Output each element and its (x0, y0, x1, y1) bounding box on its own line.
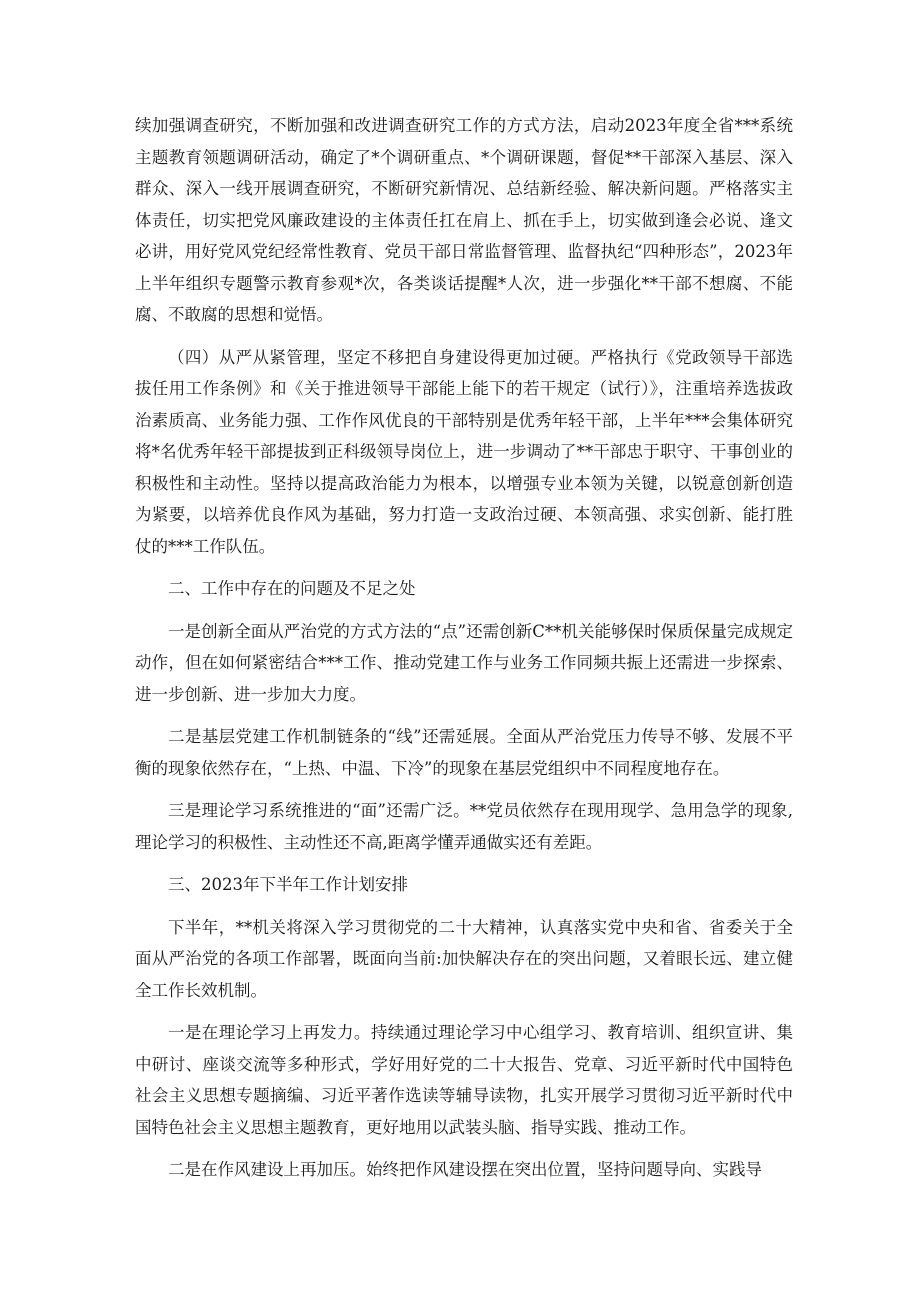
paragraph-gap (0, 1143, 920, 1154)
paragraph-plan-intro: 下半年，**机关将深入学习贯彻党的二十大精神，认真落实党中央和省、省委关于全面从严治党的各项工作部署，既面向当前:加快解决存在的突出问题，又着眼长远、建立健全工作长效机制。 (135, 917, 793, 1000)
paragraph-plan-two: 二是在作风建设上再加压。始终把作风建设摆在突出位置，坚持问题导向、实践导 (168, 1160, 762, 1179)
section-heading-problems: 二、工作中存在的问题及不足之处 (168, 579, 416, 598)
section-heading-plan: 三、2023年下半年工作计划安排 (168, 875, 408, 894)
paragraph-gap (0, 605, 920, 616)
paragraph-gap (0, 784, 920, 795)
paragraph-continuation: 续加强调查研究，不断加强和改进调查研究工作的方式方法，启动2023年度全省***系统主题教育领题调研活动，确定了*个调研重点、*个调研课题，督促**干部深入基层、深入群众、深入一线开展调查研究，不断研究新情况、总结新经验、解决新问题。严格落实主体责任，切实把党风廉政建设的主体责任扛在肩上、抓在手上，切实做到逢会必说、逢文必讲，用好党风党纪经常性教育、党员干部日常监督管理、监督执纪“四种形态”，2023年上半年组织专题警示教育参观*次，各类谈话提醒*人次，进一步强化**干部不想腐、不能腐、不敢腐的思想和觉悟。 (135, 116, 793, 324)
paragraph-problem-three: 三是理论学习系统推进的“面”还需广泛。**党员依然存在现用现学、急用急学的现象,理论学习的积极性、主动性还不高,距离学懂弄通做实还有差距。 (135, 801, 793, 852)
paragraph-gap (0, 331, 920, 342)
paragraph-section-four: （四）从严从紧管理，坚定不移把自身建设得更加过硬。严格执行《党政领导干部选拔任用工作条例》和《关于推进领导干部能上能下的若干规定（试行）》，注重培养选拔政治素质高、业务能力强、工作作风优良的干部特别是优秀年轻干部，上半年***会集体研究将*名优秀年轻干部提拔到正科级领导岗位上，进一步调动了**干部忠于职守、干事创业的积极性和主动性。坚持以提高政治能力为根本，以增强专业本领为关键，以锐意创新创造为紧要，以培养优良作风为基础，努力打造一支政治过硬、本领高强、求实创新、能打胜仗的***工作队伍。 (135, 347, 793, 556)
paragraph-gap (0, 562, 920, 573)
paragraph-gap (0, 901, 920, 912)
paragraph-plan-one: 一是在理论学习上再发力。持续通过理论学习中心组学习、教育培训、组织宣讲、集中研讨、座谈交流等多种形式，学好用好党的二十大报告、党章、习近平新时代中国特色社会主义思想专题摘编、习近平著作选读等辅导读物，扎实开展学习贯彻习近平新时代中国特色社会主义思想主题教育，更好地用以武装头脑、指导实践、推动工作。 (135, 1023, 793, 1137)
paragraph-gap (0, 858, 920, 869)
paragraph-problem-two: 二是基层党建工作机制链条的“线”还需延展。全面从严治党压力传导不够、发展不平衡的现象依然存在，“上热、中温、下冷”的现象在基层党组织中不同程度地存在。 (135, 727, 793, 778)
paragraph-problem-one: 一是创新全面从严治党的方式方法的“点”还需创新C**机关能够保时保质保量完成规定动作，但在如何紧密结合***工作、推动党建工作与业务工作同频共振上还需进一步探索、进一步创新、进一步加大力度。 (135, 621, 793, 704)
paragraph-gap (0, 710, 920, 721)
paragraph-gap (0, 1006, 920, 1017)
